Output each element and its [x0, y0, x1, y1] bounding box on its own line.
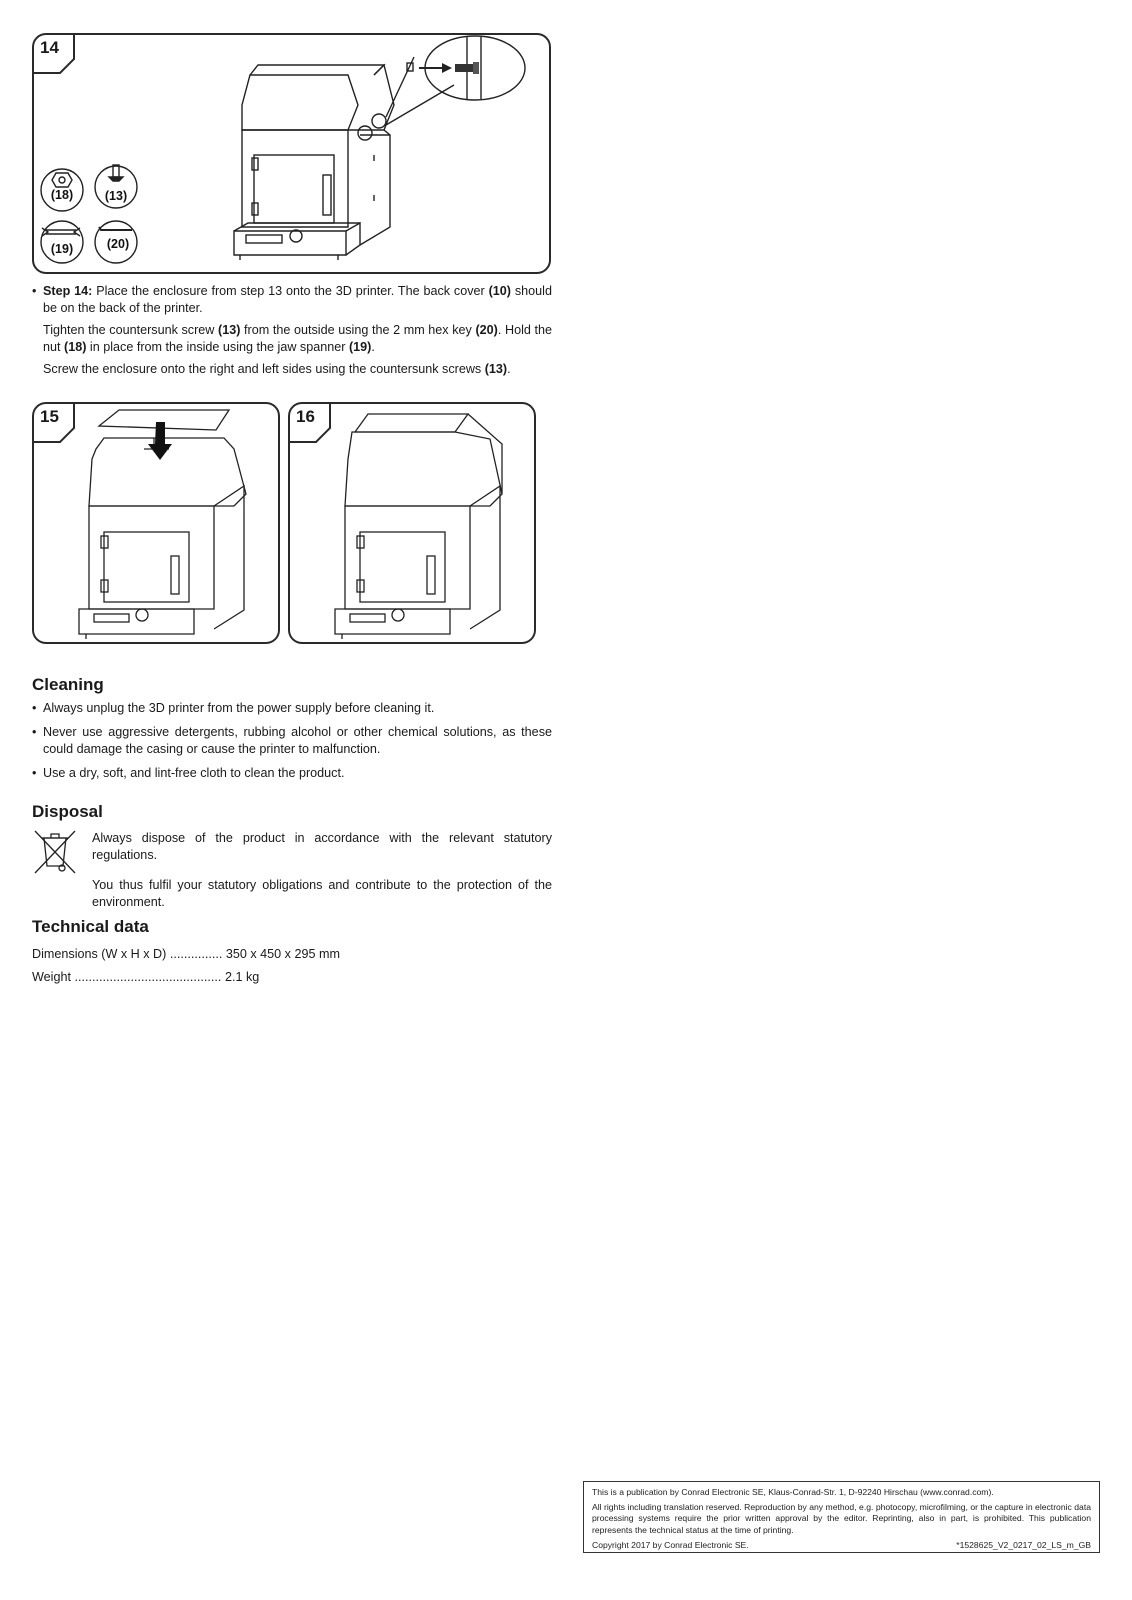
cleaning-list — [32, 700, 552, 782]
part-ref: (13) — [484, 362, 508, 376]
step-14-illustration — [34, 35, 551, 274]
tool-label-nut: (18) — [50, 188, 74, 202]
step-number: 14 — [40, 38, 59, 57]
text: from the outside using the 2 mm hex key — [240, 323, 476, 337]
figure-step-14 — [32, 33, 551, 274]
text: in place from the inside using the jaw spanner — [86, 340, 349, 354]
text: Tighten the countersunk screw — [43, 323, 219, 337]
leader-dots: ............... — [166, 947, 226, 961]
step-14-paragraph-2 — [32, 322, 552, 356]
list-item: • Never use aggressive detergents, rubbing alcohol or other chemical solutions, as these could damage the casing or cause the printer to malfunction. — [32, 724, 552, 758]
technical-data-table — [32, 943, 340, 989]
step-number: 16 — [296, 407, 315, 426]
figure-step-16 — [288, 402, 536, 644]
imprint-bottom-row — [592, 1540, 1091, 1552]
hex-key-icon — [99, 227, 132, 230]
crossed-out-wheelie-bin-icon — [32, 828, 78, 876]
figure-step-15 — [32, 402, 280, 644]
jaw-spanner-icon — [42, 228, 80, 236]
disposal-text — [92, 830, 552, 911]
imprint-box — [583, 1481, 1100, 1553]
spec-label: Weight — [32, 970, 71, 984]
list-item: • Use a dry, soft, and lint-free cloth to clean the product. — [32, 765, 552, 782]
text: Screw the enclosure onto the right and left sides using the countersunk screws — [43, 362, 485, 376]
technical-data-heading: Technical data — [32, 917, 149, 936]
step-number: 15 — [40, 407, 59, 426]
text: . — [371, 340, 375, 354]
leader-dots: .......................................... — [70, 970, 225, 984]
disposal-heading: Disposal — [32, 802, 103, 821]
step-14-instructions — [32, 283, 552, 378]
text: . Hold the nut — [43, 323, 553, 354]
imprint-rights: All rights including translation reserved. Reproduction by any method, e.g. photocopy, microfilming, or the capture in electronic data processing systems require the prior written approval by the editor. Reprinting, also in part, is prohibited. This publication represents the technical status at the time of printing. — [592, 1501, 1091, 1535]
step-16-illustration — [290, 404, 536, 644]
cleaning-heading: Cleaning — [32, 675, 104, 694]
step-14-paragraph-1 — [32, 283, 552, 317]
tool-label-hex-key: (20) — [106, 237, 130, 251]
list-item: • Always unplug the 3D printer from the power supply before cleaning it. — [32, 700, 552, 717]
table-row — [32, 943, 340, 966]
imprint-copyright: Copyright 2017 by Conrad Electronic SE. — [592, 1540, 749, 1550]
step-14-paragraph-3 — [32, 361, 552, 378]
part-ref: (20) — [475, 323, 498, 337]
text: Place the enclosure from step 13 onto the 3D printer. The back cover — [92, 284, 489, 298]
disposal-paragraph-2: You thus fulfil your statutory obligations and contribute to the protection of the environment. — [92, 878, 552, 909]
step-15-illustration — [34, 404, 280, 644]
imprint-publisher: This is a publication by Conrad Electronic SE, Klaus-Conrad-Str. 1, D-92240 Hirschau (www.conrad.com). — [592, 1487, 994, 1497]
part-ref: (18) — [64, 340, 87, 354]
text: . — [507, 362, 511, 376]
part-ref: (19) — [348, 340, 372, 354]
tool-label-spanner: (19) — [50, 242, 74, 256]
tool-label-screw: (13) — [104, 189, 128, 203]
imprint-document-code: *1528625_V2_0217_02_LS_m_GB — [956, 1540, 1091, 1550]
disposal-paragraph-1: Always dispose of the product in accordance with the relevant statutory regulations. — [92, 831, 552, 862]
spec-value: 350 x 450 x 295 mm — [225, 947, 340, 961]
text: should be on the back of the printer. — [43, 284, 552, 315]
table-row — [32, 966, 340, 989]
countersunk-screw-icon — [109, 165, 123, 181]
nut-icon — [52, 173, 72, 187]
step-label: Step 14: — [43, 284, 93, 298]
part-ref: (10) — [488, 284, 511, 298]
spec-label: Dimensions (W x H x D) — [32, 947, 167, 961]
spec-value: 2.1 kg — [224, 970, 260, 984]
part-ref: (13) — [218, 323, 241, 337]
